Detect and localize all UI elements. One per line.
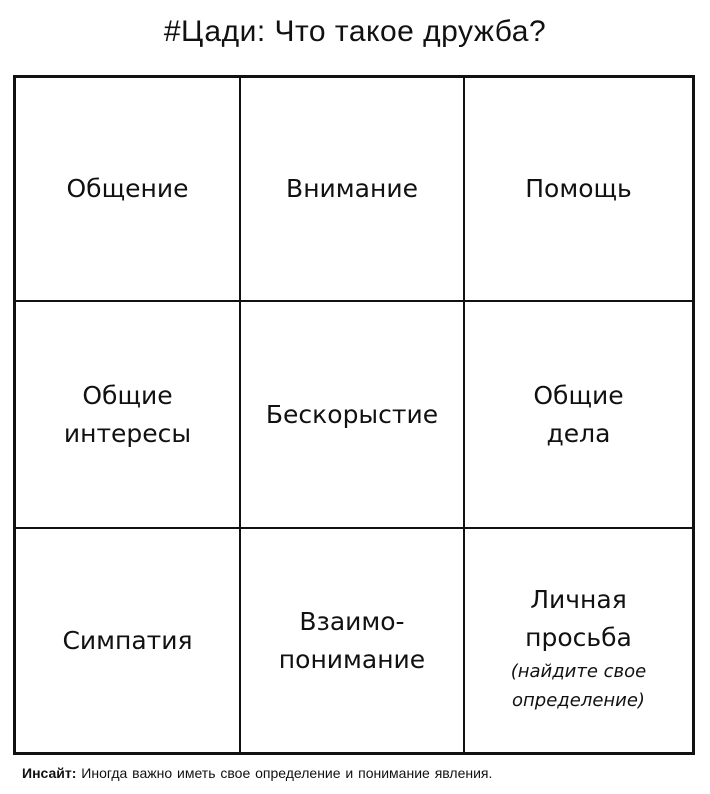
cell-text: Личная — [530, 584, 627, 614]
grid-cell-common-interests — [16, 302, 241, 529]
grid-cell-sympathy — [16, 529, 241, 752]
cell-text: Общие — [533, 380, 624, 410]
cell-text: Общение — [66, 174, 189, 203]
grid-cell-communication — [16, 78, 241, 302]
grid-cell-understanding — [241, 529, 465, 752]
insight-text: Иногда важно иметь свое определение и понимание явления. — [76, 765, 493, 781]
cell-text: Внимание — [286, 174, 418, 203]
grid-cell-common-deeds — [465, 302, 692, 529]
cell-text: Симпатия — [62, 625, 193, 655]
cell-text: просьба — [525, 622, 632, 652]
insight-label: Инсайт: — [22, 765, 77, 781]
cell-text: понимание — [278, 644, 426, 674]
cell-text: Помощь — [525, 174, 632, 203]
grid-cell-help — [465, 78, 692, 302]
page-title: #Цади: Что такое дружба? — [163, 15, 547, 48]
cell-text: дела — [546, 418, 611, 448]
grid-cell-attention — [241, 78, 465, 302]
grid-cell-selflessness — [241, 302, 465, 529]
cell-text: Общие — [82, 380, 173, 410]
concept-grid — [13, 75, 695, 755]
cell-text: Бескорыстие — [265, 399, 439, 429]
cell-text: интересы — [63, 418, 192, 448]
cell-note: определение) — [512, 689, 645, 711]
grid-cell-personal-request — [465, 529, 692, 752]
cell-note: (найдите свое — [510, 660, 647, 682]
cell-text: Взаимо- — [299, 606, 405, 636]
insight-footer — [22, 764, 492, 782]
